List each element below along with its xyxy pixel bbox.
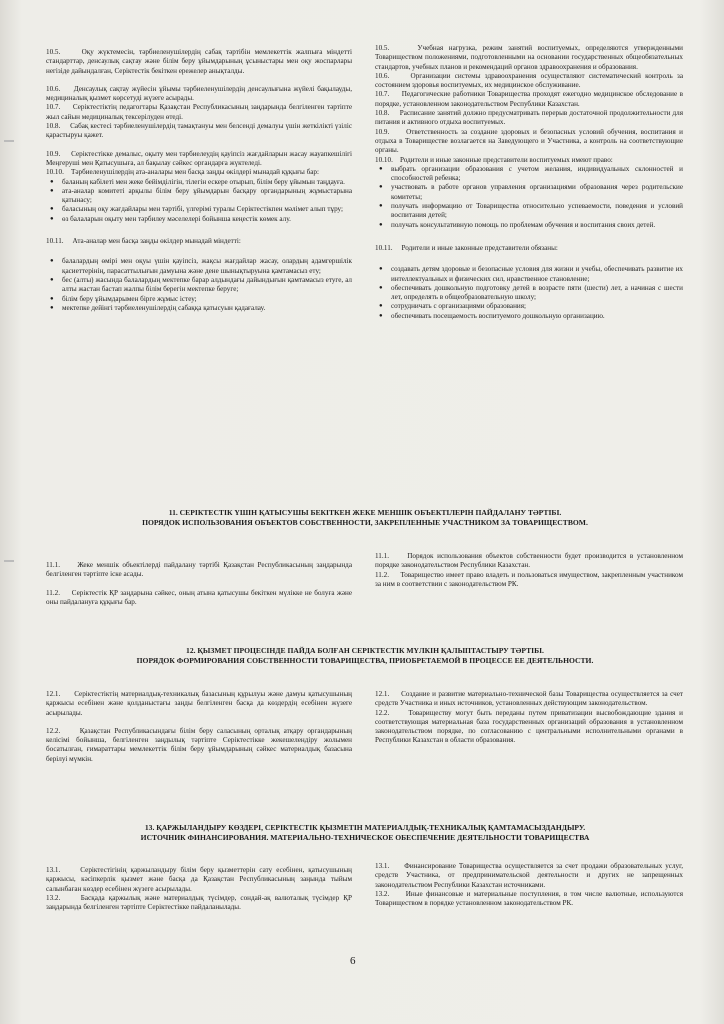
list-item: ● баланың кабілеті мен жеке бейімділігін, тілегін ескере отырып, білім беру ұйымын таңдауға. [62, 178, 352, 187]
clause-12-1-kz: 12.1. Серіктестіктің материалдық-техникалық базасының құрылуы және дамуы қатысушының қаржысы есебінен және қолданыстағы заңды белгіленген басқа да көздердің есебінен жүзеге асырылады. [46, 690, 352, 717]
ru-column-section-11 [375, 552, 683, 589]
section-12-title-ru: ПОРЯДОК ФОРМИРОВАНИЯ СОБСТВЕННОСТИ ТОВАРИЩЕСТВА, ПРИОБРЕТАЕМОЙ В ПРОЦЕССЕ ЕЕ ДЕЯТЕЛЬНОСТИ. [136, 656, 594, 665]
clause-10-7-kz: 10.7. Серіктестіктің педагогтары Қазақстан Республикасының заңдарында белгіленген тәртіпте жыл сайын медициналық тексерілуден өтеді. [46, 103, 352, 121]
clause-10-11-kz: 10.11. Ата-аналар мен басқа заңды өкілдер мынадай міндетті: [46, 237, 241, 246]
clause-12-1-ru: 12.1. Создание и развитие материально-технической базы Товарищества осуществляется за счет средств Участника и иных источников, установленных действующим законодательством. [375, 690, 683, 708]
list-item: ● создавать детям здоровые и безопасные условия для жизни и учебы, обеспечивать развитие их интеллектуальных и физических сил, нравственное становление; [391, 265, 683, 284]
duties-list-kz [46, 257, 352, 313]
ru-column-section-13 [375, 862, 683, 908]
list-item: ● сотрудничать с организациями образования; [391, 302, 683, 311]
clause-11-2-ru: 11.2. Товарищество имеет право владеть и пользоваться имуществом, закрепленным участником за ним в соответствии с законодательством РК. [375, 570, 683, 588]
kz-column-section-12 [46, 690, 352, 764]
clause-10-9-kz: 10.9. Серіктестікке демалыс, оқыту мен тәрбиелеудің қауіпсіз жағдайларын жасау жауапкешілігі Меңгеруші мен Қатысушыға, ал бақылау сәйкес органдарға жүктеледі. [46, 149, 352, 167]
section-13-title-ru: ИСТОЧНИК ФИНАНСИРОВАНИЯ. МАТЕРИАЛЬНО-ТЕХНИЧЕСКОЕ ОБЕСПЕЧЕНИЕ ДЕЯТЕЛЬНОСТИ ТОВАРИЩЕСТВА [140, 833, 590, 842]
section-12-title-kz: 12. ҚЫЗМЕТ ПРОЦЕСІНДЕ ПАЙДА БОЛҒАН СЕРІКТЕСТІК МҮЛКІН ҚАЛЫПТАСТЫРУ ТӘРТІБІ. [186, 646, 544, 655]
list-item: ● балалардың өмірі мен оқуы үшін қауіпсіз, жақсы жағдайлар жасау, олардың адамгершілік қасиеттерінің, парасаттылығын дамуына және дене шынықтыруына қамтамасыз ету; [62, 257, 352, 276]
clause-10-5-ru: 10.5. Учебная нагрузка, режим занятий воспитуемых, определяются утвержденными Товариществом положениями, подготовленными на основании государственных общеобязательных стандартов, учебных планов и рекомендаций органов здравоохранения и образования. [375, 44, 683, 71]
list-item: ● ата-аналар комитеті арқылы білім беру ұйымдарын басқару органдарының жұмыстарына қатынасу; [62, 187, 352, 206]
list-item: ● обеспечивать посещаемость воспитуемого дошкольную организацию. [391, 312, 683, 321]
clause-11-2-kz: 11.2. Серіктестік ҚР заңдарына сәйкес, оның атына қатысушы бекіткен мүлікке не болуға және оны пайдалануға құқығы бар. [46, 588, 352, 606]
clause-10-7-ru: 10.7. Педагогические работники Товарищества проходят ежегодно медицинское обследование в порядке, установленном законодательством Республики Казахстан. [375, 90, 683, 108]
section-13-title-kz: 13. ҚАРЖЫЛАНДЫРУ КӨЗДЕРІ, СЕРІКТЕСТІК ҚЫЗМЕТІН МАТЕРИАЛДЫҚ-ТЕХНИКАЛЫҚ ҚАМТАМАСЫЗДАНДЫРУ. [144, 823, 586, 832]
clause-13-1-ru: 13.1. Финансирование Товарищества осуществляется за счет продажи образовательных услуг, средств Участника, от предпринимательской деятельности и других не запрещенных законодательством Республики Казахстан источниками. [375, 862, 683, 889]
clause-10-6-kz: 10.6. Денсаулық сақтау жүйесін ұйымы тәрбиеленушілердің денсаулығына жүйелі бақылауды, медициналық қызмет көрсетуді жүзеге асырады. [46, 84, 352, 103]
section-11-title-kz: 11. СЕРІКТЕСТІК ҮШІН ҚАТЫСУШЫ БЕКІТКЕН ЖЕКЕ МЕНШІК ОБЪЕКТІЛЕРІН ПАЙДАЛАНУ ТӘРТІБІ. [168, 508, 562, 517]
clause-13-2-kz: 13.2. Басқада қаржылық және материалдық түсімдер, сондай-ақ валюталық түсімдер ҚР заңдарында белгіленген тәртіпте Серіктестікке пайдаланылады. [46, 893, 352, 912]
rights-list-kz [46, 178, 352, 224]
clause-12-2-kz: 12.2. Қазақстан Республикасындағы білім беру саласының орталық атқару органдарының келісімі бойынша, белгіленген заңдылық тәртіпте Серіктестікке жекешелендіру жолымен босатылған, ғимараттары мемлекеттік білім беру ұйымдарының сәйкес материалдық базасына берілуі мүмкін. [46, 726, 352, 763]
clause-11-1-ru: 11.1. Порядок использования объектов собственности будет производится в установленном порядке законодательством Республики Казахстан. [375, 552, 683, 570]
clause-10-9-ru: 10.9. Ответственность за создание здоровых и безопасных условий обучения, воспитания и отдыха в Товариществе возлагается на Заведующего и Участника, а контроль на соответствующие органы. [375, 127, 683, 155]
kz-column-section-10 [46, 48, 352, 313]
clause-10-10-ru: 10.10. Родители и иные законные представители воспитуемых имеют право: [375, 155, 613, 164]
list-item: ● білім беру ұйымдарымен бірге жұмыс істеу; [62, 295, 352, 304]
scan-margin-mark [4, 560, 14, 562]
clause-10-8-kz: 10.8. Сабақ кестесі тәрбиеленушілердің тамақтануы мен белсенді демалуы үшін жеткілікті үзіліс қарастыруы қажет. [46, 122, 352, 140]
clause-10-5-kz: 10.5. Оқу жүктемесін, тәрбиеленушілердің сабақ тәртібін мемлекеттік жалпыға міндетті стандарттар, денсаулық сақтау және білім беру ұйымдарының ұсыныстары мен оқу жоспарлары негізіде дайындалған, Серіктестік бекіткен ережелер анықталды. [46, 48, 352, 75]
clause-10-11-ru: 10.11. Родители и иные законные представители обязаны: [375, 243, 558, 252]
clause-10-10-kz: 10.10. Тәрбиеленушілердің ата-аналары мен басқа заңды өкілдері мынадай құқығы бар: [46, 168, 319, 177]
list-item: ● получать информацию от Товарищества относительно успеваемости, поведения и условий воспитания детей; [391, 202, 683, 221]
list-item: ● бес (алты) жасында балалардың мектепке барар алдындағы дайындығын қамтамасыз етуге, ал алты жастан бастап жалпы білім берегін мектепке беруге; [62, 276, 352, 295]
duties-list-ru [375, 265, 683, 321]
section-11-title-ru: ПОРЯДОК ИСПОЛЬЗОВАНИЯ ОБЪЕКТОВ СОБСТВЕННОСТИ, ЗАКРЕПЛЕННЫЕ УЧАСТНИКОМ ЗА ТОВАРИЩЕСТВОМ. [142, 518, 588, 527]
clause-13-2-ru: 13.2. Иные финансовые и материальные поступления, в том числе валютные, используются Товариществом в порядке установленном законодательством РК. [375, 889, 683, 908]
clause-13-1-kz: 13.1. Серіктестігінің қаржыландыру білім беру қызметтерін сату есебінен, қатысушының қаржысы, кәсіпкерлік қызмет және басқа да Қазақстан Республикасының заңында тыйым салынбаған көздер есебінен жүзеге асырылады. [46, 866, 352, 893]
list-item: ● получать консультативную помощь по проблемам обучения и воспитания своих детей. [391, 221, 683, 230]
clause-11-1-kz: 11.1. Жеке меншік объектілерді пайдалану тәртібі Қазақстан Республикасының заңдарында белгіленген тәртіпте іске асады. [46, 561, 352, 579]
list-item: ● мектепке дейінгі тәрбиеленушілердің сабаққа қатысуын қадағалау. [62, 304, 352, 313]
list-item: ● баласының оқу жағдайлары мен тәртібі, үлгерімі туралы Серіктестікпен мәлімет алып тұру; [62, 205, 352, 214]
ru-column-section-10 [375, 44, 683, 321]
ru-column-section-12 [375, 690, 683, 746]
list-item: ● обеспечивать дошкольную подготовку детей в возрасте пяти (шести) лет, а начиная с шести лет, определять в общеобразовательную школу; [391, 284, 683, 303]
kz-column-section-13 [46, 866, 352, 912]
clause-10-6-ru: 10.6. Организации системы здравоохранения осуществляют систематический контроль за состоянием здоровья воспитуемых, их медицинское обслуживание. [375, 71, 683, 90]
list-item: ● өз балаларын оқыту мен тәрбилеу мәселелері бойынша кеңестік көмек алу. [62, 215, 352, 224]
rights-list-ru [375, 165, 683, 230]
kz-column-section-11 [46, 561, 352, 607]
page-number: 6 [350, 955, 356, 967]
scan-margin-mark [4, 140, 14, 142]
list-item: ● участвовать в работе органов управления организациями образования через родительские комитеты; [391, 183, 683, 202]
clause-10-8-ru: 10.8. Расписание занятий должно предусматривать перерыв достаточной продолжительности для питания и активного отдыха воспитуемых. [375, 109, 683, 127]
list-item: ● выбрать организации образования с учетом желания, индивидуальных склонностей и способностей ребенка; [391, 165, 683, 184]
clause-12-2-ru: 12.2. Товариществу могут быть переданы путем приватизации высвобождающие здания и соответствующая материальная база государственных организаций образования в установленном законодательством порядке, по согласованию с центральными исполнительными органами в Республики Казахстан в области образования. [375, 708, 683, 745]
